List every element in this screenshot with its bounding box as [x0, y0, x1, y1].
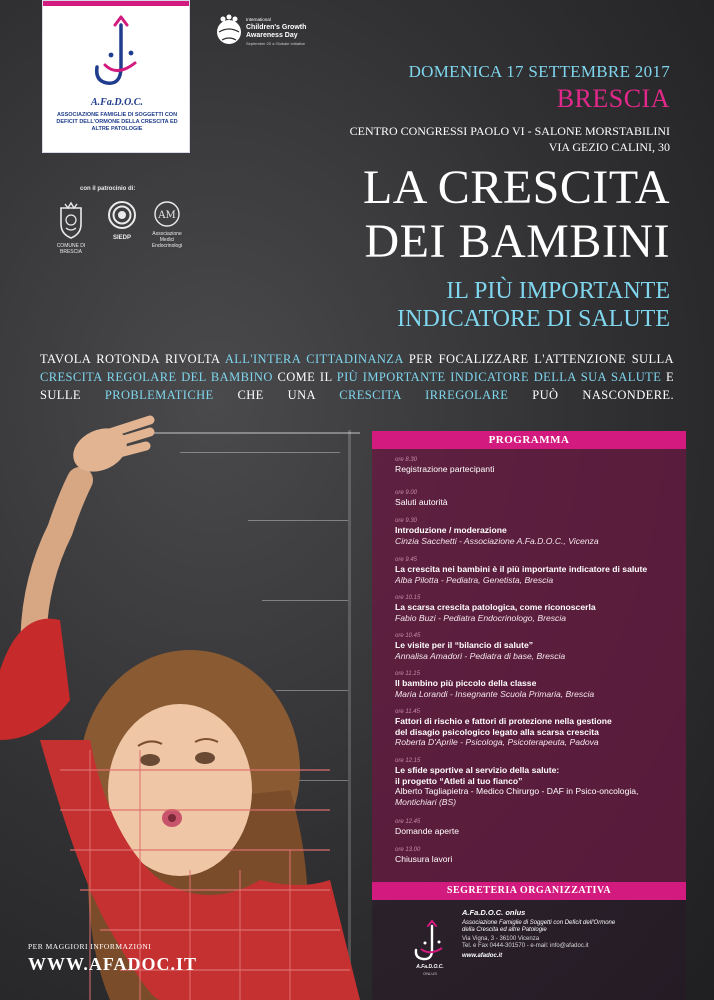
program-title: Introduzione / moderazione: [395, 525, 507, 535]
main-title-line2: DEI BAMBINI: [364, 215, 670, 268]
program-time: ore 9.00: [395, 490, 418, 496]
intro-highlight: PROBLEMATICHE: [104, 388, 214, 402]
awareness-day-badge: [214, 14, 354, 54]
program-title: La crescita nei bambini è il più importante indicatore di salute: [395, 564, 648, 574]
secretariat-address: Via Vigna, 3 - 36100 Vicenza: [462, 935, 540, 942]
program-time: ore 9.30: [395, 518, 418, 524]
intro-highlight: CRESCITA REGOLARE DEL BAMBINO: [40, 370, 273, 384]
siedp-caption: SIEDP: [112, 235, 131, 241]
program-time: ore 12.15: [395, 758, 421, 764]
afadoc-logo-icon: [91, 15, 145, 95]
subtitle-line2: INDICATORE DI SALUTE: [397, 306, 670, 332]
program-time: ore 10.15: [395, 595, 421, 601]
intro-text: PER FOCALIZZARE L'ATTENZIONE SULLA: [403, 352, 674, 366]
intro-highlight: CRESCITA IRREGOLARE: [339, 388, 509, 402]
program-title: Fattori di rischio e fattori di protezione nella gestione: [395, 716, 612, 726]
organization-name: A.Fa.D.O.C.: [91, 97, 143, 108]
program-item: [395, 818, 685, 837]
more-info-label: PER MAGGIORI INFORMAZIONI: [28, 942, 152, 951]
secretariat-web[interactable]: www.afadoc.it: [462, 952, 503, 959]
program-heading: PROGRAMMA: [372, 431, 686, 449]
program-item: [395, 846, 685, 865]
svg-text:AM: AM: [158, 210, 176, 221]
ame-emblem-icon: [152, 200, 182, 228]
program-speaker: Fabio Buzi - Pediatra Endocrinologo, Brescia: [395, 612, 567, 623]
intro-highlight: ALL'INTERA CITTADINANZA: [224, 352, 404, 366]
card-accent-bar: [43, 1, 189, 6]
secretariat-contacts: Tel. e Fax 0444-301570 - e-mail: info@afadoc.it: [462, 943, 589, 949]
intro-paragraph: [40, 350, 674, 404]
program-speaker-cont: Montichiari (BS): [395, 796, 457, 807]
intro-text: TAVOLA ROTONDA RIVOLTA: [40, 352, 225, 366]
program-title: Il bambino più piccolo della classe: [395, 678, 537, 688]
program-item: [395, 489, 685, 508]
program-speaker: Roberta D'Aprile - Psicologa, Psicoterapeuta, Padova: [395, 737, 599, 747]
event-date: DOMENICA 17 SETTEMBRE 2017: [408, 62, 670, 81]
intro-text: CHE UNA: [213, 388, 340, 402]
program-item: [395, 757, 685, 807]
program-item: [395, 708, 685, 748]
globe-children-icon: [214, 14, 244, 46]
program-title: Saluti autorità: [395, 497, 448, 507]
program-speaker: Alberto Tagliapietra - Medico Chirurgo - DAF in Psico-oncologia,: [395, 786, 639, 796]
secretariat-heading: SEGRETERIA ORGANIZZATIVA: [372, 882, 686, 900]
event-address: VIA GEZIO CALINI, 30: [548, 140, 670, 154]
program-time: ore 13.00: [395, 847, 421, 853]
program-time: ore 12.45: [395, 819, 421, 825]
website-link[interactable]: WWW.AFADOC.IT: [28, 954, 198, 974]
afadoc-small-logo-icon: [410, 920, 450, 964]
intro-text: E SULLE: [40, 370, 675, 402]
intro-text: PUÒ NASCONDERE.: [508, 388, 674, 402]
main-title-line1: LA CRESCITA: [362, 161, 670, 214]
subtitle-line1: IL PIÙ IMPORTANTE: [446, 278, 670, 304]
siedp-spiral-icon: [107, 200, 137, 232]
program-title: Domande aperte: [395, 826, 460, 836]
secretariat-details: [462, 909, 682, 960]
secretariat-desc1: Associazione Famiglie di Soggetti con Deficit dell'Ormone: [462, 919, 616, 926]
organization-card: [42, 0, 190, 153]
program-speaker: Maria Lorandi - Insegnante Scuola Primaria, Brescia: [395, 688, 595, 699]
secretariat-desc2: della Crescita ed altre Patologie: [462, 927, 547, 933]
program-time: ore 8.30: [395, 457, 418, 463]
event-city: BRESCIA: [556, 84, 670, 113]
comune-brescia-logo: [50, 200, 92, 255]
awareness-line3: Awareness Day: [246, 32, 298, 39]
program-item: [395, 670, 685, 699]
awareness-line4: September 20 a Globale Initiative: [246, 41, 306, 46]
program-item: [395, 556, 685, 585]
ame-caption: Associazione Medici Endocrinologi: [151, 231, 183, 249]
awareness-text: [246, 16, 306, 48]
program-time: ore 9.45: [395, 557, 418, 563]
program-item: [395, 517, 685, 546]
awareness-line2: Children's Growth: [246, 24, 307, 31]
program-speaker: Alba Pilotta - Pediatra, Genetista, Brescia: [395, 574, 554, 585]
program-item: [395, 594, 685, 623]
program-title: La scarsa crescita patologica, come riconoscerla: [395, 602, 596, 612]
program-time: ore 11.15: [395, 671, 420, 677]
program-item: [395, 632, 685, 661]
coat-of-arms-icon: [57, 200, 85, 240]
awareness-line1: International: [246, 17, 271, 22]
program-speaker: Annalisa Amadori - Pediatra di base, Brescia: [395, 650, 566, 661]
program-title-cont: del disagio psicologico legato alla scarsa crescita: [395, 726, 599, 737]
intro-highlight: PIÙ IMPORTANTE INDICATORE DELLA SUA SALUTE: [336, 370, 662, 384]
comune-caption: COMUNE DI BRESCIA: [56, 243, 86, 255]
secretariat-name: A.Fa.D.O.C. onlus: [462, 908, 526, 917]
program-item: [395, 456, 685, 475]
intro-text: COME IL: [272, 370, 337, 384]
program-title: Le visite per il “bilancio di salute”: [395, 640, 534, 650]
program-time: ore 11.45: [395, 709, 420, 715]
program-title-cont: il progetto “Atleti al tuo fianco”: [395, 775, 523, 786]
program-speaker: Cinzia Sacchetti - Associazione A.Fa.D.O.C., Vicenza: [395, 535, 599, 546]
program-title: Chiusura lavori: [395, 854, 453, 864]
program-title: Registrazione partecipanti: [395, 464, 495, 474]
secretariat-logo-name: A.Fa.D.O.C.: [416, 964, 444, 970]
ame-logo: [146, 200, 188, 249]
secretariat-logo: [410, 920, 450, 978]
event-venue: CENTRO CONGRESSI PAOLO VI - SALONE MORSTABILINI: [349, 124, 670, 138]
patronage-label: con il patrocinio di:: [80, 186, 136, 192]
secretariat-logo-sub: ONLUS: [423, 971, 437, 976]
program-title: Le sfide sportive al servizio della salute:: [395, 765, 560, 775]
organization-description: ASSOCIAZIONE FAMIGLIE DI SOGGETTI CON DEFICIT DELL'ORMONE DELLA CRESCITA ED ALTRE PATOLOGIE: [56, 112, 178, 132]
siedp-logo: [104, 200, 140, 241]
child-photo: [0, 410, 360, 1000]
program-time: ore 10.45: [395, 633, 421, 639]
